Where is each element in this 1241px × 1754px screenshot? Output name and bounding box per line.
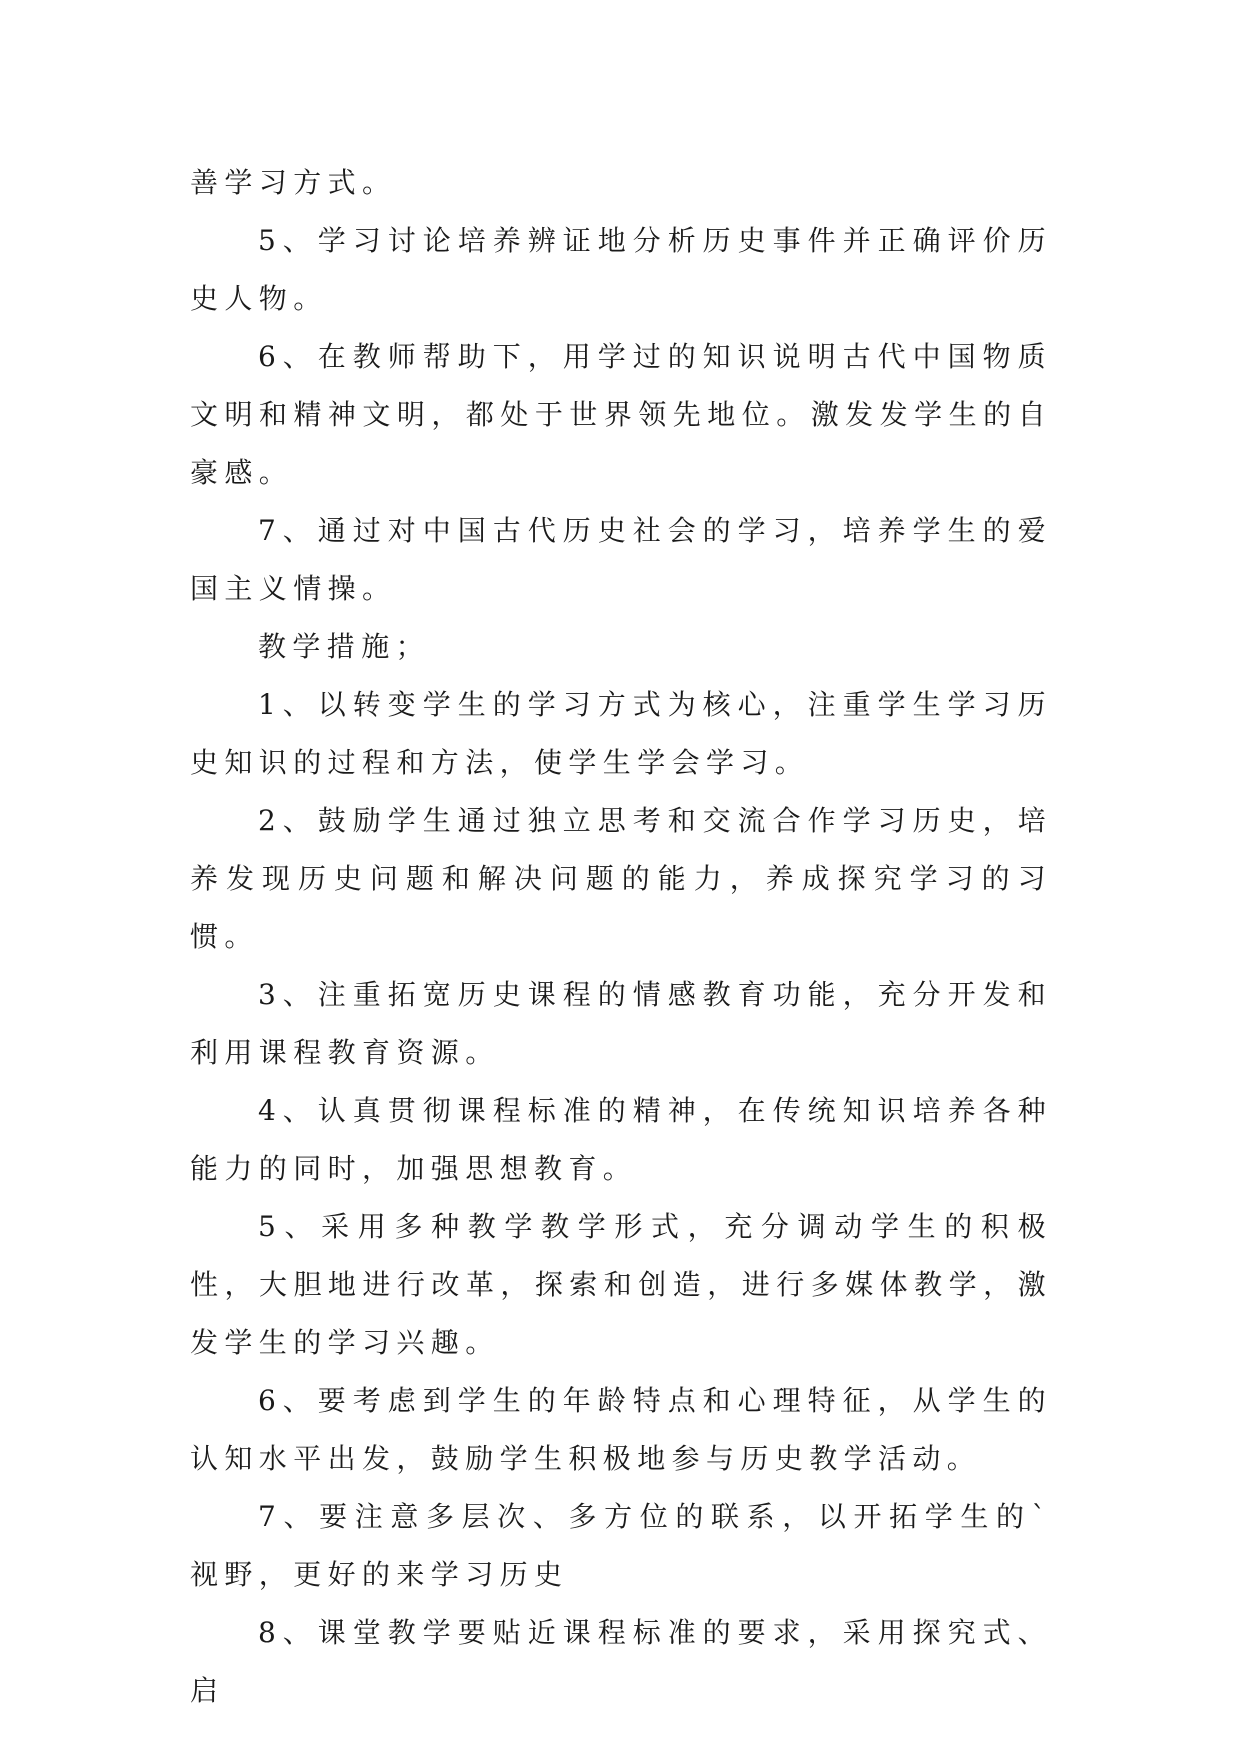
paragraph-8: 4、认真贯彻课程标准的精神，在传统知识培养各种能力的同时，加强思想教育。 bbox=[190, 1094, 1052, 1185]
paragraph-3: 7、通过对中国古代历史社会的学习，培养学生的爱国主义情操。 bbox=[190, 514, 1052, 605]
paragraph-12: 8、课堂教学要贴近课程标准的要求，采用探究式、启 bbox=[190, 1616, 1052, 1707]
paragraph-1: 5、学习讨论培养辨证地分析历史事件并正确评价历史人物。 bbox=[190, 224, 1052, 315]
paragraph-2: 6、在教师帮助下，用学过的知识说明古代中国物质文明和精神文明，都处于世界领先地位。激发发学生的自豪感。 bbox=[190, 340, 1052, 489]
paragraph-5: 1、以转变学生的学习方式为核心，注重学生学习历史知识的过程和方法，使学生学会学习。 bbox=[190, 688, 1052, 779]
paragraph-7: 3、注重拓宽历史课程的情感教育功能，充分开发和利用课程教育资源。 bbox=[190, 978, 1052, 1069]
document-body bbox=[190, 154, 1052, 1720]
paragraph-11: 7、要注意多层次、多方位的联系，以开拓学生的`视野，更好的来学习历史 bbox=[190, 1500, 1052, 1591]
paragraph-9: 5、采用多种教学教学形式，充分调动学生的积极性，大胆地进行改革，探索和创造，进行多媒体教学，激发学生的学习兴趣。 bbox=[190, 1210, 1052, 1359]
paragraph-6: 2、鼓励学生通过独立思考和交流合作学习历史，培养发现历史问题和解决问题的能力，养成探究学习的习惯。 bbox=[190, 804, 1052, 953]
section-heading-teaching-measures: 教学措施； bbox=[258, 630, 431, 663]
paragraph-10: 6、要考虑到学生的年龄特点和心理特征，从学生的认知水平出发，鼓励学生积极地参与历史教学活动。 bbox=[190, 1384, 1052, 1475]
paragraph-0: 善学习方式。 bbox=[190, 166, 397, 199]
